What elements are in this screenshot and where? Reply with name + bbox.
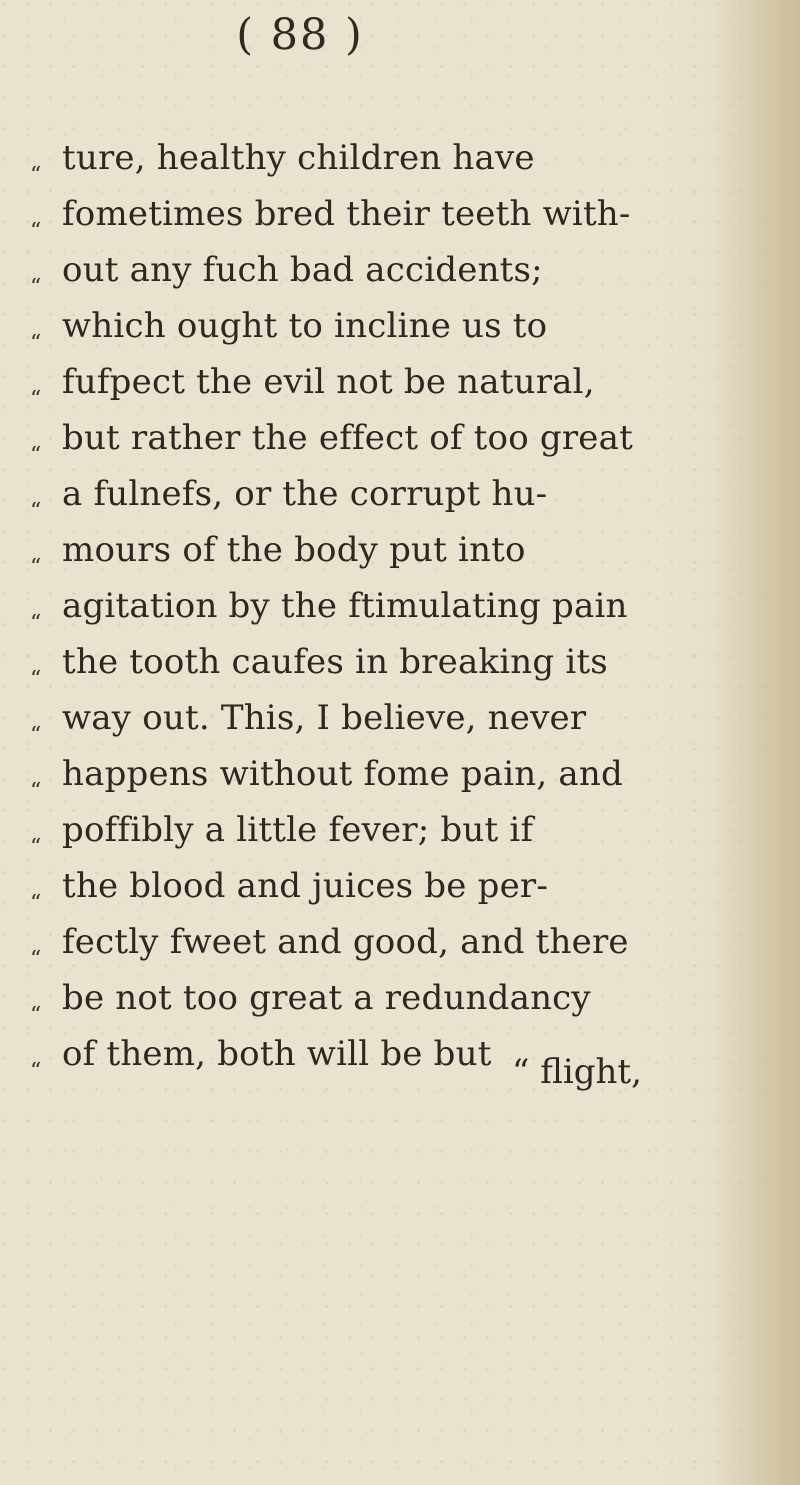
quote-mark: “ (30, 331, 42, 356)
quote-mark: “ (30, 163, 42, 188)
quote-mark: “ (30, 723, 42, 748)
text-line: a fulnefs, or the corrupt hu- (62, 474, 548, 514)
text-line: fometimes bred their teeth with- (62, 194, 631, 234)
text-line: mours of the body put into (62, 530, 526, 570)
text-line: way out. This, I believe, never (62, 698, 587, 738)
quote-mark: “ (30, 779, 42, 804)
quote-mark: “ (30, 947, 42, 972)
quote-mark: “ (30, 1003, 42, 1028)
text-line: the tooth caufes in breaking its (62, 642, 608, 682)
quote-mark: “ (30, 499, 42, 524)
quote-mark: “ (30, 611, 42, 636)
text-line: ture, healthy children have (62, 138, 535, 178)
page-number: ( 88 ) (236, 10, 364, 60)
text-line: but rather the effect of too great (62, 418, 633, 458)
quote-mark: “ (30, 219, 42, 244)
quote-mark: “ (30, 1059, 42, 1084)
quote-mark: “ (30, 443, 42, 468)
quote-mark: “ (30, 835, 42, 860)
quote-mark: “ (30, 275, 42, 300)
text-line: agitation by the ftimulating pain (62, 586, 628, 626)
text-line: fufpect the evil not be natural, (62, 362, 595, 402)
catchword-line: “ flight, (512, 1052, 642, 1092)
quote-mark: “ (30, 891, 42, 916)
text-line: of them, both will be but (62, 1034, 492, 1074)
text-line: out any fuch bad accidents; (62, 250, 543, 290)
text-line: fectly fweet and good, and there (62, 922, 629, 962)
quote-mark: “ (30, 387, 42, 412)
text-line: the blood and juices be per- (62, 866, 549, 906)
text-line: happens without fome pain, and (62, 754, 623, 794)
quote-mark: “ (30, 667, 42, 692)
text-line: be not too great a redundancy (62, 978, 591, 1018)
page-edge-shadow (714, 0, 800, 1485)
text-line: which ought to incline us to (62, 306, 548, 346)
text-line: poffibly a little fever; but if (62, 810, 534, 850)
quote-mark: “ (30, 555, 42, 580)
